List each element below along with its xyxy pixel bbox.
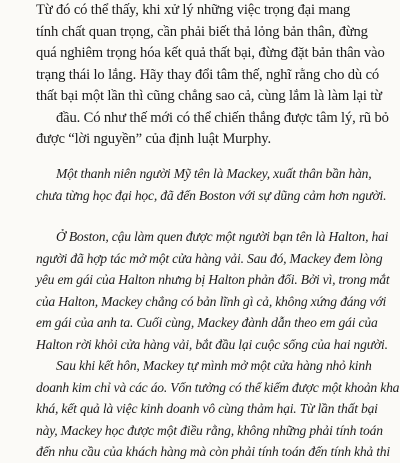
- text-line: em gái của anh ta. Cuối cùng, Mackey đành dẫn theo em gái của: [36, 315, 378, 330]
- text-line: doanh kim chỉ và các áo. Vốn tưởng có thể kiếm được một khoản kha: [36, 379, 400, 395]
- text-line: được “lời nguyền” của định luật Murphy.: [36, 131, 271, 147]
- text-line: thất bại một lần thì cũng chẳng sao cả, cùng lắm là làm lại từ: [36, 88, 382, 104]
- text-line: tính chất quan trọng, cần phải biết thả lỏng bản thân, đừng: [36, 23, 368, 40]
- text-line: Từ đó có thể thấy, khi xử lý những việc trọng đại mang: [36, 2, 351, 18]
- text-line: quá nghiêm trọng hóa kết quả thất bại, đừng đặt bản thân vào: [36, 45, 385, 61]
- text-line: này, Mackey học được một điều rằng, không những phải tính toán: [36, 422, 383, 438]
- text-line: người đã hợp tác mở một cửa hàng vải. Sau đó, Mackey đem lòng: [36, 250, 383, 266]
- text-line: đến nhu cầu của khách hàng mà còn phải tính toán đến tính khả thi: [36, 444, 390, 459]
- text-line: yêu em gái của Halton nhưng bị Halton phản đối. Bởi vì, trong mắt: [36, 272, 390, 287]
- paragraph-story-2: [0, 226, 400, 355]
- text-line: Một thanh niên người Mỹ tên là Mackey, xuất thân bần hàn,: [56, 166, 372, 181]
- paragraph-story-1: [0, 163, 400, 206]
- text-line: đầu. Có như thế mới có thể chiến thắng được tâm lý, rũ bỏ: [56, 109, 389, 126]
- text-line: của Halton, Mackey chẳng có bản lĩnh gì cả, không xứng đáng với: [36, 293, 387, 309]
- text-line: trạng thái lo lắng. Hãy thay đổi tâm thế, nghĩ rằng cho dù có: [36, 66, 380, 83]
- text-line: khá, kết quả là việc kinh doanh vô cùng thảm hại. Từ lần thất bại: [36, 401, 378, 416]
- text-line: Halton rời khỏi cửa hàng vải, bắt đầu lại cuộc sống của hai người.: [36, 336, 388, 352]
- paragraph-intro: [0, 0, 400, 151]
- text-line: chưa từng học đại học, đã đến Boston với sự dũng cảm hơn người.: [36, 187, 387, 203]
- text-line: Ở Boston, cậu làm quen được một người bạn tên là Halton, hai: [56, 229, 389, 244]
- text-line: Sau khi kết hôn, Mackey tự mình mở một cửa hàng nhỏ kinh: [56, 358, 372, 373]
- paragraph-story-3: [0, 355, 400, 463]
